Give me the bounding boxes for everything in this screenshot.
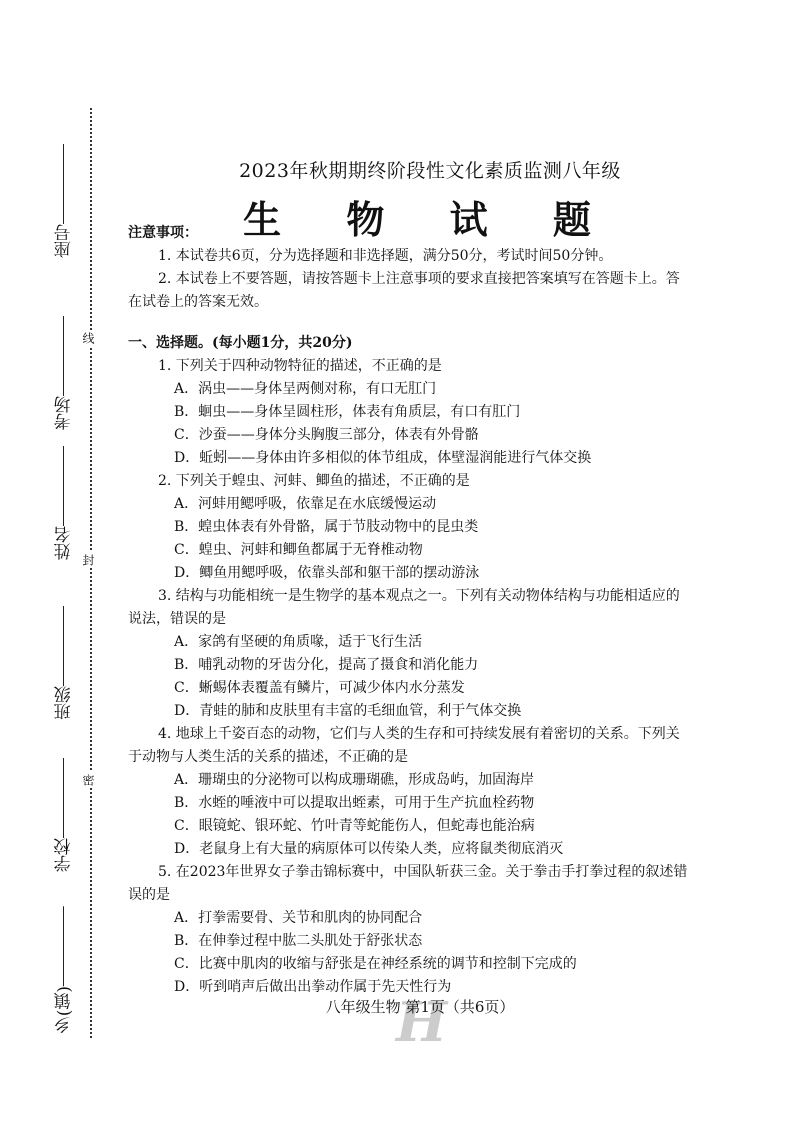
seat-number-label: 座号: [54, 224, 75, 258]
section-heading: 一、选择题。(每小题1分，共20分): [128, 335, 353, 351]
question-5-option-c: C．比赛中肌肉的收缩与舒张是在神经系统的调节和控制下完成的: [174, 956, 577, 972]
question-4-option-d: D．老鼠身上有大量的病原体可以传染人类，应将鼠类彻底消灭: [174, 841, 564, 857]
watermark-logo: H: [396, 990, 448, 1054]
name-field[interactable]: [50, 440, 78, 560]
class-label: 班级: [54, 686, 75, 720]
question-2-option-d: D．鲫鱼用鳃呼吸，依靠头部和躯干部的摆动游泳: [174, 565, 480, 581]
margin-mark-xian: 线: [81, 332, 95, 344]
margin-mark-feng: 封: [81, 554, 95, 566]
question-2-stem: 2. 下列关于蝗虫、河蚌、鲫鱼的描述，不正确的是: [158, 473, 470, 489]
seat-number-blank[interactable]: [64, 144, 65, 224]
school-field[interactable]: [50, 752, 78, 872]
question-5-option-b: B．在伸拳过程中肱二头肌处于舒张状态: [174, 933, 423, 949]
question-3-option-b: B．哺乳动物的牙齿分化，提高了摄食和消化能力: [174, 657, 479, 673]
class-blank[interactable]: [64, 606, 65, 686]
exam-body: [128, 222, 720, 999]
question-4-option-a: A．珊瑚虫的分泌物可以构成珊瑚礁，形成岛屿，加固海岸: [174, 772, 535, 788]
exam-title: 生 物 试 题: [243, 197, 617, 242]
question-5-option-d: D．听到哨声后做出出拳动作属于先天性行为: [174, 979, 452, 995]
notice-item-2-cont: 在试卷上的答案无效。: [128, 294, 268, 310]
township-field[interactable]: [50, 900, 78, 1033]
question-3-option-c: C．蜥蜴体表覆盖有鳞片，可减少体内水分蒸发: [174, 680, 465, 696]
question-2-option-b: B．蝗虫体表有外骨骼，属于节肢动物中的昆虫类: [174, 519, 479, 535]
school-blank[interactable]: [64, 758, 65, 838]
question-3-option-a: A．家鸽有坚硬的角质喙，适于飞行生活: [174, 634, 423, 650]
binding-dotted-line: [90, 108, 92, 1038]
exam-subtitle: 2023年秋期期终阶段性文化素质监测八年级: [239, 160, 621, 182]
seat-number-field[interactable]: [50, 138, 78, 258]
name-blank[interactable]: [64, 446, 65, 526]
exam-room-blank[interactable]: [64, 316, 65, 396]
margin-mark-mi: 密: [81, 774, 95, 786]
question-5-stem: 5. 在2023年世界女子拳击锦标赛中，中国队斩获三金。关于拳击手打拳过程的叙述错: [158, 864, 688, 880]
name-label: 姓名: [54, 526, 75, 560]
township-blank[interactable]: [64, 906, 65, 986]
question-1-option-c: C．沙蚕——身体分头胸腹三部分，体表有外骨骼: [174, 427, 479, 443]
exam-room-label: 考场: [54, 396, 75, 430]
question-1-option-d: D．蚯蚓——身体由许多相似的体节组成，体壁湿润能进行气体交换: [174, 450, 592, 466]
question-2-option-a: A．河蚌用鳃呼吸，依靠足在水底缓慢运动: [174, 496, 437, 512]
notice-item-2: 2. 本试卷上不要答题，请按答题卡上注意事项的要求直接把答案填写在答题卡上。答: [158, 271, 680, 287]
question-3-stem: 3. 结构与功能相统一是生物学的基本观点之一。下列有关动物体结构与功能相适应的: [158, 588, 680, 604]
question-4-stem: 4. 地球上千姿百态的动物，它们与人类的生存和可持续发展有着密切的关系。下列关: [158, 726, 680, 742]
class-field[interactable]: [50, 600, 78, 720]
exam-room-field[interactable]: [50, 310, 78, 430]
question-5-stem-cont: 误的是: [128, 887, 170, 903]
question-4-stem-cont: 于动物与人类生活的关系的描述，不正确的是: [128, 749, 408, 765]
page-footer: 八年级生物 第1页（共6页）: [325, 998, 515, 1016]
question-3-stem-cont: 说法，错误的是: [128, 611, 226, 627]
school-label: 学校: [54, 838, 75, 872]
question-1-option-a: A．涡虫——身体呈两侧对称，有口无肛门: [174, 381, 437, 397]
question-2-option-c: C．蝗虫、河蚌和鲫鱼都属于无脊椎动物: [174, 542, 423, 558]
township-label: 乡(镇): [54, 986, 75, 1034]
question-1-stem: 1. 下列关于四种动物特征的描述，不正确的是: [158, 358, 442, 374]
notice-item-1: 1. 本试卷共6页，分为选择题和非选择题，满分50分，考试时间50分钟。: [158, 248, 613, 264]
question-1-option-b: B．蛔虫——身体呈圆柱形，体表有角质层，有口有肛门: [174, 404, 521, 420]
question-4-option-c: C．眼镜蛇、银环蛇、竹叶青等蛇能伤人，但蛇毒也能治病: [174, 818, 535, 834]
question-3-option-d: D．青蛙的肺和皮肤里有丰富的毛细血管，利于气体交换: [174, 703, 522, 719]
question-5-option-a: A．打拳需要骨、关节和肌肉的协同配合: [174, 910, 423, 926]
notice-heading: 注意事项：: [128, 225, 198, 241]
question-4-option-b: B．水蛭的唾液中可以提取出蛭素，可用于生产抗血栓药物: [174, 795, 535, 811]
